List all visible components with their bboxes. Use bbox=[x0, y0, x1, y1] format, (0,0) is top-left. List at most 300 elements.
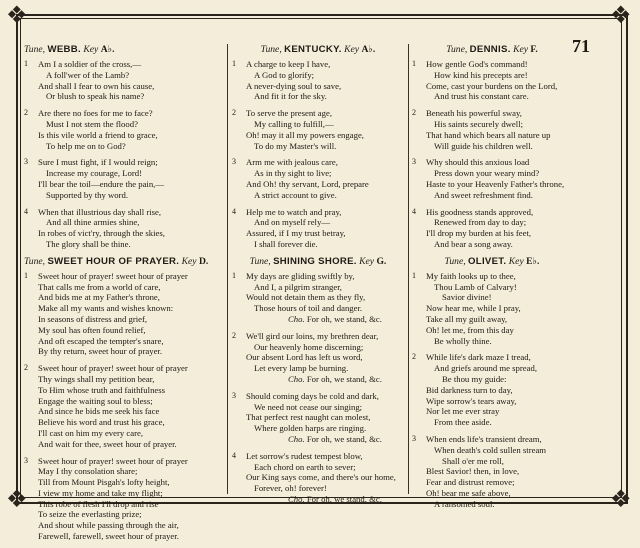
verse bbox=[412, 207, 572, 250]
verse-line bbox=[412, 179, 572, 190]
verse-line bbox=[412, 417, 572, 428]
verse-line bbox=[24, 271, 224, 282]
chorus-label: Cho. bbox=[288, 493, 305, 504]
verse-line bbox=[412, 363, 572, 374]
verse-line-text: Our King says come, and there's our home, bbox=[246, 472, 396, 483]
verse-line-text: That calls me from a world of care, bbox=[38, 281, 161, 292]
verse-line bbox=[232, 402, 404, 413]
verse-number: 4 bbox=[412, 206, 416, 216]
tune-label: Tune, bbox=[24, 44, 46, 55]
verse-line-text: The glory shall be thine. bbox=[46, 238, 131, 249]
key-value: A♭. bbox=[361, 44, 376, 55]
verse-line bbox=[232, 292, 404, 303]
verse-line bbox=[24, 179, 224, 190]
verse-line bbox=[412, 207, 572, 218]
verse-line-text: Is this vile world a friend to grace, bbox=[38, 129, 158, 140]
verse-number: 1 bbox=[232, 270, 236, 280]
key-label: Key bbox=[344, 44, 360, 55]
verse-number: 1 bbox=[24, 270, 28, 280]
verse-line bbox=[412, 396, 572, 407]
corner-ornament-bottom-right: ❖ bbox=[610, 487, 632, 513]
verse-number: 3 bbox=[232, 390, 236, 400]
verse-line-text: And trust his constant care. bbox=[434, 91, 529, 102]
verse-line bbox=[412, 59, 572, 70]
verse-line-text: A never-dying soul to save, bbox=[246, 80, 342, 91]
verse bbox=[412, 108, 572, 151]
verse-line-text: I'll cast on him my every care, bbox=[38, 427, 144, 438]
tune-label: Tune, bbox=[444, 255, 466, 267]
verse-line bbox=[24, 385, 224, 396]
verse-line-text: Engage the waiting soul to bless; bbox=[38, 395, 153, 406]
verse-line bbox=[412, 314, 572, 325]
verse-line bbox=[24, 439, 224, 450]
verse-line-text: A ransomed soul. bbox=[434, 498, 495, 509]
verse-line bbox=[412, 466, 572, 477]
verse bbox=[232, 59, 404, 102]
verse-line-text: While life's dark maze I tread, bbox=[426, 352, 531, 363]
verse-line bbox=[232, 271, 404, 282]
verse-number: 3 bbox=[412, 157, 416, 167]
verse-line-text: And wait for thee, sweet hour of prayer. bbox=[38, 438, 177, 449]
column-divider bbox=[227, 44, 228, 494]
verse-line-text: I'll drop my burden at his feet, bbox=[426, 228, 532, 239]
verse-line-text: Believe his word and trust his grace, bbox=[38, 417, 165, 428]
verse-line bbox=[232, 157, 404, 168]
verse-line-text: Arm me with jealous care, bbox=[246, 157, 338, 168]
verse-line-text: My calling to fulfill,— bbox=[254, 118, 334, 129]
chorus-label: Cho. bbox=[288, 373, 305, 384]
verse-line bbox=[24, 314, 224, 325]
verse-line bbox=[412, 130, 572, 141]
verse-line-text: Be thou my guide: bbox=[442, 373, 507, 384]
chorus-line bbox=[232, 374, 404, 385]
key-label: Key bbox=[83, 44, 99, 55]
verse-line bbox=[232, 228, 404, 239]
verse-line-text: As in thy sight to live; bbox=[254, 168, 332, 179]
verse-line-text: Wipe sorrow's tears away, bbox=[426, 395, 517, 406]
verse-line-text: And Oh! thy servant, Lord, prepare bbox=[246, 178, 369, 189]
verse-line bbox=[24, 119, 224, 130]
verse-line bbox=[412, 70, 572, 81]
verse-line-text: In seasons of distress and grief, bbox=[38, 313, 148, 324]
verse-line bbox=[24, 70, 224, 81]
verse-line-text: And sweet refreshment find. bbox=[434, 189, 533, 200]
verse-line bbox=[24, 346, 224, 357]
verse-line bbox=[24, 396, 224, 407]
verse-line-text: His goodness stands approved, bbox=[426, 206, 534, 217]
verse-line bbox=[24, 81, 224, 92]
verse-line bbox=[232, 472, 404, 483]
verse-line bbox=[24, 406, 224, 417]
chorus-label: Cho. bbox=[288, 313, 305, 324]
verse-number: 3 bbox=[412, 433, 416, 443]
hymn-tune-name: KENTUCKY. bbox=[284, 44, 342, 55]
verse bbox=[232, 271, 404, 325]
verse-line bbox=[232, 483, 404, 494]
key-value: E♭. bbox=[526, 255, 540, 267]
verse-line-text: I shall forever die. bbox=[254, 238, 318, 249]
verse-line-text: Oh! let me, from this day bbox=[426, 324, 514, 335]
verse-line-text: And since he bids me seek his face bbox=[38, 406, 160, 417]
verse-line bbox=[232, 391, 404, 402]
verse-line-text: Sweet hour of prayer! sweet hour of prayer bbox=[38, 363, 188, 374]
verse-line-text: Should coming days be cold and dark, bbox=[246, 390, 379, 401]
verse-line-text: Be wholly thine. bbox=[434, 335, 492, 346]
key-label: Key bbox=[513, 44, 528, 55]
verse-number: 1 bbox=[232, 59, 236, 68]
verse-line bbox=[24, 428, 224, 439]
tune-label: Tune, bbox=[24, 255, 46, 267]
verse bbox=[412, 434, 572, 510]
tune-label: Tune, bbox=[446, 44, 468, 55]
chorus-text: For oh, we stand, &c. bbox=[306, 433, 382, 444]
verse-line-text: From thee aside. bbox=[434, 417, 492, 428]
verse-line bbox=[412, 445, 572, 456]
verse-line-text: A charge to keep I have, bbox=[246, 59, 331, 69]
verse-line bbox=[232, 342, 404, 353]
verse-line bbox=[412, 217, 572, 228]
hymn-tune-name: SHINING SHORE. bbox=[273, 255, 357, 267]
corner-ornament-top-right: ❖ bbox=[610, 3, 632, 29]
verse-line-text: His saints securely dwell; bbox=[434, 118, 524, 129]
verse-line-text: Blest Savior! then, in love, bbox=[426, 466, 520, 477]
verse-line-text: How gentle God's command! bbox=[426, 59, 528, 69]
verse-line-text: By thy return, sweet hour of prayer. bbox=[38, 346, 163, 357]
verse-line bbox=[412, 157, 572, 168]
column-middle bbox=[232, 40, 404, 511]
verse bbox=[232, 391, 404, 445]
verse-line bbox=[412, 168, 572, 179]
verse-line bbox=[412, 282, 572, 293]
verse-line bbox=[232, 190, 404, 201]
verse bbox=[24, 207, 224, 250]
verse-line-text: Take all my guilt away, bbox=[426, 313, 508, 324]
verse-line bbox=[232, 59, 404, 70]
verse-line bbox=[24, 374, 224, 385]
verse-line bbox=[24, 325, 224, 336]
verse bbox=[412, 59, 572, 102]
verse-line-text: We need not cease our singing; bbox=[254, 401, 363, 412]
verse-number: 2 bbox=[232, 108, 236, 118]
column-divider bbox=[408, 44, 409, 494]
verse-line bbox=[232, 130, 404, 141]
verse-line-text: Now hear me, while I pray, bbox=[426, 303, 521, 314]
verse-line bbox=[412, 456, 572, 467]
verse-number: 2 bbox=[412, 352, 416, 362]
verse-line bbox=[24, 477, 224, 488]
verse-line-text: Where golden harps are ringing. bbox=[254, 423, 367, 434]
verse-line-text: Our heavenly home discerning; bbox=[254, 341, 364, 352]
chorus-text: For oh, we stand, &c. bbox=[306, 373, 382, 384]
verse-number: 2 bbox=[24, 363, 28, 373]
tune-label: Tune, bbox=[260, 44, 282, 55]
verse-line bbox=[232, 412, 404, 423]
verse-line-text: To do my Master's will. bbox=[254, 140, 337, 151]
verse-line-text: Those hours of toil and danger. bbox=[254, 303, 363, 314]
verse-line bbox=[412, 499, 572, 510]
verse-line bbox=[24, 499, 224, 510]
verse-line-text: Bid darkness turn to day, bbox=[426, 384, 513, 395]
page-number: 71 bbox=[572, 36, 590, 56]
verse-line bbox=[232, 119, 404, 130]
verse-line-text: Increase my courage, Lord! bbox=[46, 168, 142, 179]
corner-ornament-top-left: ❖ bbox=[6, 3, 28, 29]
tune-label: Tune, bbox=[249, 255, 271, 267]
verse-line-text: Renewed from day to day; bbox=[434, 217, 527, 228]
verse-line bbox=[232, 217, 404, 228]
key-label: Key bbox=[359, 255, 375, 267]
chorus-line bbox=[232, 314, 404, 325]
verse-line-text: Must I not stem the flood? bbox=[46, 118, 138, 129]
verse-line-text: Make all my wants and wishes known: bbox=[38, 303, 174, 314]
verse-line bbox=[24, 217, 224, 228]
verse-line bbox=[24, 239, 224, 250]
verse-line bbox=[232, 451, 404, 462]
verse-line-text: And bids me at my Father's throne, bbox=[38, 292, 160, 303]
verse-line-text: Am I a soldier of the cross,— bbox=[38, 59, 142, 69]
verse-line bbox=[232, 70, 404, 81]
verse-line-text: Forever, oh! forever! bbox=[254, 483, 327, 494]
verse bbox=[232, 451, 404, 505]
verse-line-text: This robe of flesh I'll drop and rise bbox=[38, 498, 159, 509]
hymn-tune-name: WEBB. bbox=[47, 44, 81, 55]
verse-line-text: Each chord on earth to sever; bbox=[254, 461, 356, 472]
verse-number: 3 bbox=[24, 157, 28, 167]
verse-line-text: A strict account to give. bbox=[254, 189, 337, 200]
verse-line-text: Nor let me ever stray bbox=[426, 406, 500, 417]
verse-line bbox=[24, 59, 224, 70]
verse-line bbox=[24, 207, 224, 218]
verse-line bbox=[24, 190, 224, 201]
verse-line-text: Why should this anxious load bbox=[426, 157, 530, 168]
verse-line bbox=[232, 168, 404, 179]
verse-line-text: In robes of vict'ry, through the skies, bbox=[38, 228, 165, 239]
verse-line-text: And shall I fear to own his cause, bbox=[38, 80, 155, 91]
verse-line bbox=[232, 282, 404, 293]
verse-line-text: My faith looks up to thee, bbox=[426, 270, 516, 281]
verse-line bbox=[24, 303, 224, 314]
verse-line-text: Let every lamp be burning. bbox=[254, 363, 349, 374]
verse-line bbox=[412, 228, 572, 239]
verse bbox=[24, 59, 224, 102]
verse-line-text: And all thine armies shine, bbox=[46, 217, 140, 228]
verse-line bbox=[412, 336, 572, 347]
verse-line-text: Help me to watch and pray, bbox=[246, 206, 342, 217]
verse-line-text: To Him whose truth and faithfulness bbox=[38, 384, 166, 395]
verse-line bbox=[24, 336, 224, 347]
verse-number: 3 bbox=[232, 157, 236, 167]
verse-line bbox=[412, 374, 572, 385]
verse-line-text: May I thy consolation share; bbox=[38, 466, 138, 477]
verse-line bbox=[412, 108, 572, 119]
verse-line-text: Thy wings shall my petition bear, bbox=[38, 373, 155, 384]
verse-line bbox=[24, 108, 224, 119]
verse-line-text: That hand which bears all nature up bbox=[426, 129, 551, 140]
corner-ornament-bottom-left: ❖ bbox=[6, 487, 28, 513]
key-value: D. bbox=[198, 255, 209, 267]
verse-line-text: To serve the present age, bbox=[246, 108, 332, 119]
verse-line bbox=[232, 423, 404, 434]
key-value: F. bbox=[530, 44, 538, 55]
key-label: Key bbox=[181, 255, 197, 267]
verse-line bbox=[232, 179, 404, 190]
chorus-label: Cho. bbox=[288, 433, 305, 444]
verse-line bbox=[24, 488, 224, 499]
verse-line-text: And fit it for the sky. bbox=[254, 91, 327, 102]
key-value: A♭. bbox=[100, 44, 115, 55]
verse bbox=[24, 157, 224, 200]
verse-line-text: Shall o'er me roll, bbox=[442, 455, 504, 466]
verse-line-text: To help me on to God? bbox=[46, 140, 126, 151]
verse-line-text: Supported by thy word. bbox=[46, 189, 129, 200]
verse-line bbox=[412, 303, 572, 314]
verse-line bbox=[232, 352, 404, 363]
verse-line bbox=[412, 190, 572, 201]
verse-line-text: We'll gird our loins, my brethren dear, bbox=[246, 330, 379, 341]
hymn-heading bbox=[24, 256, 224, 268]
chorus-text: For oh, we stand, &c. bbox=[306, 313, 382, 324]
verse-line-text: Till from Mount Pisgah's lofty height, bbox=[38, 477, 170, 488]
verse-line-text: When ends life's transient dream, bbox=[426, 433, 542, 444]
verse-line bbox=[24, 91, 224, 102]
verse-line bbox=[412, 271, 572, 282]
verse-number: 2 bbox=[24, 108, 28, 118]
verse-line-text: My soul has often found relief, bbox=[38, 324, 146, 335]
hymn-heading bbox=[412, 44, 572, 56]
verse-number: 4 bbox=[232, 206, 236, 216]
verse-line-text: Or blush to speak his name? bbox=[46, 91, 145, 102]
verse-line-text: Assured, if I my trust betray, bbox=[246, 228, 346, 239]
verse-line-text: Let sorrow's rudest tempest blow, bbox=[246, 450, 363, 461]
verse-line-text: Press down your weary mind? bbox=[434, 168, 540, 179]
verse-line bbox=[232, 363, 404, 374]
verse-line-text: A God to glorify; bbox=[254, 69, 315, 80]
verse-line bbox=[24, 168, 224, 179]
hymn-tune-name: DENNIS. bbox=[469, 44, 511, 55]
verse-line-text: Are there no foes for me to face? bbox=[38, 108, 153, 119]
verse-line-text: Come, cast your burdens on the Lord, bbox=[426, 80, 558, 91]
verse bbox=[232, 108, 404, 151]
verse-line bbox=[24, 292, 224, 303]
verse-line-text: Savior divine! bbox=[442, 292, 492, 303]
verse-line bbox=[412, 406, 572, 417]
verse-number: 1 bbox=[412, 270, 416, 280]
verse-line bbox=[24, 130, 224, 141]
chorus-line bbox=[232, 494, 404, 505]
verse-line bbox=[24, 363, 224, 374]
verse-line bbox=[24, 141, 224, 152]
verse-line bbox=[24, 282, 224, 293]
verse-line-text: Fear and distrust remove; bbox=[426, 477, 515, 488]
verse-line-text: Sweet hour of prayer! sweet hour of prayer bbox=[38, 455, 188, 466]
verse-number: 4 bbox=[232, 450, 236, 460]
verse bbox=[412, 271, 572, 347]
chorus-text: For oh, we stand, &c. bbox=[306, 493, 382, 504]
verse-line-text: Would not detain them as they fly, bbox=[246, 292, 366, 303]
verse bbox=[232, 157, 404, 200]
verse-line-text: And oft escaped the tempter's snare, bbox=[38, 335, 164, 346]
column-left bbox=[24, 40, 224, 548]
verse-line-text: When that illustrious day shall rise, bbox=[38, 206, 162, 217]
verse-line bbox=[232, 81, 404, 92]
hymn-tune-name: OLIVET. bbox=[468, 255, 507, 267]
verse-line-text: Oh! may it all my powers engage, bbox=[246, 129, 364, 140]
verse bbox=[412, 157, 572, 200]
verse-number: 2 bbox=[232, 330, 236, 340]
verse-line bbox=[24, 417, 224, 428]
key-value: G. bbox=[376, 255, 387, 267]
verse-line bbox=[24, 157, 224, 168]
verse-line bbox=[232, 207, 404, 218]
verse-line-text: Haste to your Heavenly Father's throne, bbox=[426, 178, 565, 189]
verse-number: 2 bbox=[412, 108, 416, 118]
verse-line-text: Beneath his powerful sway, bbox=[426, 108, 522, 119]
verse-line-text: Sweet hour of prayer! sweet hour of prayer bbox=[38, 270, 188, 281]
verse-line-text: And on myself rely— bbox=[254, 217, 331, 228]
hymn-heading bbox=[232, 44, 404, 56]
hymn-heading bbox=[24, 44, 224, 56]
verse-line bbox=[232, 108, 404, 119]
verse-number: 4 bbox=[24, 206, 28, 216]
verse bbox=[412, 352, 572, 428]
verse-line-text: And I, a pilgrim stranger, bbox=[254, 281, 342, 292]
verse bbox=[232, 207, 404, 250]
hymn-heading bbox=[232, 256, 404, 268]
verse-line-text: My days are gliding swiftly by, bbox=[246, 270, 355, 281]
verse-line bbox=[412, 292, 572, 303]
verse-line-text: Sure I must fight, if I would reign; bbox=[38, 157, 158, 168]
verse-line bbox=[412, 239, 572, 250]
verse-line bbox=[232, 462, 404, 473]
verse-line-text: That perfect rest naught can molest, bbox=[246, 412, 371, 423]
key-label: Key bbox=[508, 255, 524, 267]
verse-line bbox=[412, 81, 572, 92]
verse-number: 3 bbox=[24, 455, 28, 465]
verse bbox=[24, 108, 224, 151]
verse bbox=[24, 271, 224, 357]
verse-line-text: And shout while passing through the air, bbox=[38, 520, 179, 531]
verse-line-text: And griefs around me spread, bbox=[434, 363, 538, 374]
verse-line bbox=[412, 91, 572, 102]
verse-line-text: Thou Lamb of Calvary! bbox=[434, 281, 517, 292]
verse-line bbox=[24, 456, 224, 467]
verse-line bbox=[232, 239, 404, 250]
verse-line bbox=[24, 228, 224, 239]
verse-line bbox=[412, 477, 572, 488]
verse bbox=[24, 456, 224, 542]
verse-line-text: I'll bear the toil—endure the pain,— bbox=[38, 178, 165, 189]
verse bbox=[24, 363, 224, 449]
verse-line-text: How kind his precepts are! bbox=[434, 69, 528, 80]
verse-line bbox=[412, 141, 572, 152]
column-right bbox=[412, 40, 572, 515]
verse-number: 1 bbox=[412, 59, 416, 68]
verse-line bbox=[24, 466, 224, 477]
verse-line bbox=[412, 488, 572, 499]
verse-line bbox=[24, 531, 224, 542]
verse-line bbox=[232, 303, 404, 314]
verse-line bbox=[232, 331, 404, 342]
verse-number: 1 bbox=[24, 59, 28, 68]
hymn-tune-name: SWEET HOUR OF PRAYER. bbox=[47, 255, 180, 267]
verse-line bbox=[232, 141, 404, 152]
verse-line-text: Farewell, farewell, sweet hour of prayer. bbox=[38, 531, 179, 542]
verse-line-text: When death's cold sullen stream bbox=[434, 444, 547, 455]
verse-line bbox=[232, 91, 404, 102]
verse-line bbox=[412, 325, 572, 336]
verse-line-text: To seize the everlasting prize; bbox=[38, 509, 142, 520]
verse-line bbox=[412, 352, 572, 363]
